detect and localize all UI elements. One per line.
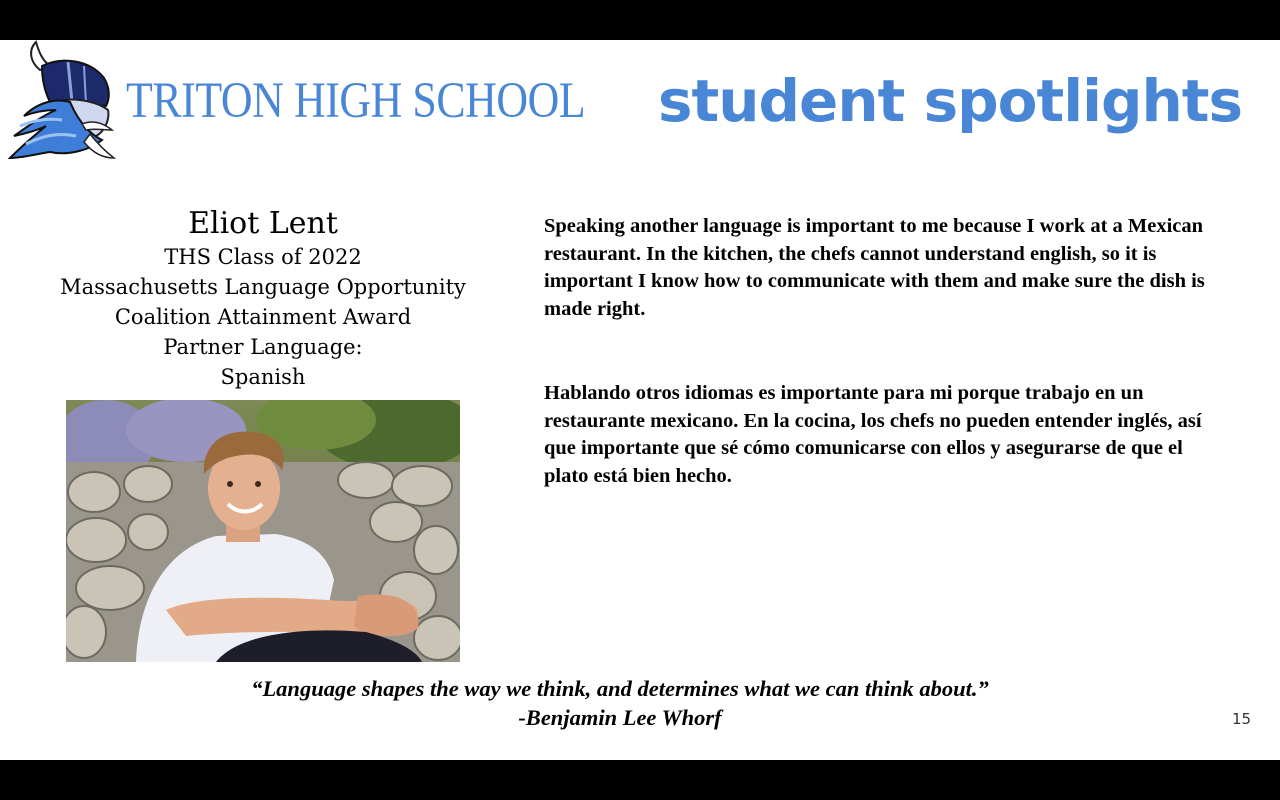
student-info bbox=[40, 206, 486, 392]
award-line-2: Coalition Attainment Award bbox=[114, 305, 412, 329]
page-title: student spotlights bbox=[658, 67, 1243, 135]
student-name: Eliot Lent bbox=[188, 206, 338, 241]
school-name: TRITON HIGH SCHOOL bbox=[126, 73, 586, 129]
quote-text: “Language shapes the way we think, and determines what we can think about.” bbox=[251, 676, 989, 701]
student-portrait-photo bbox=[66, 400, 460, 662]
partner-language-label: Partner Language: bbox=[163, 335, 363, 359]
student-class: THS Class of 2022 bbox=[164, 245, 362, 269]
partner-language: Spanish bbox=[220, 365, 306, 389]
english-statement: Speaking another language is important to me because I work at a Mexican restaurant. In the kitchen, the chefs cannot understand english, so it is important I know how to communicate with them and make sure the dish is made right. bbox=[544, 215, 1205, 320]
quote-author: -Benjamin Lee Whorf bbox=[518, 705, 722, 730]
viking-mascot-icon bbox=[6, 40, 124, 162]
page-number: 15 bbox=[1232, 710, 1252, 728]
award-line-1: Massachusetts Language Opportunity bbox=[60, 275, 466, 299]
spanish-statement: Hablando otros idiomas es importante para mi porque trabajo en un restaurante mexicano. En la cocina, los chefs no pueden entender inglés, así que importante que sé cómo comunicarse con ellos y asegurarse de que el plato está bien hecho. bbox=[544, 382, 1202, 487]
slide bbox=[0, 40, 1280, 760]
quote-block bbox=[0, 674, 1240, 732]
